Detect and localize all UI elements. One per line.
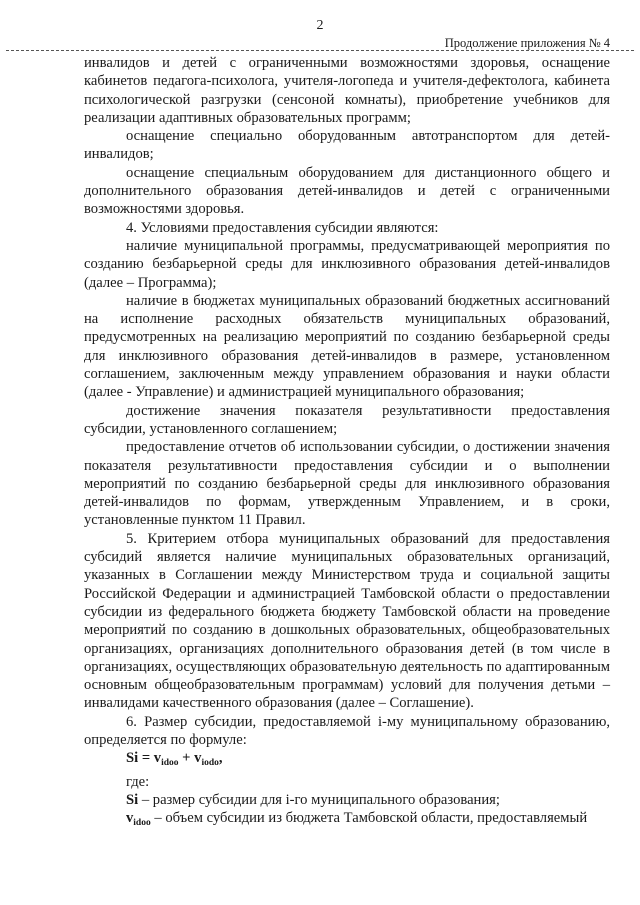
paragraph-autotransport: оснащение специально оборудованным автотранспортом для детей-инвалидов; [84, 128, 610, 163]
formula-plus: + v [178, 750, 202, 767]
appendix-continuation-note: Продолжение приложения № 4 [444, 36, 610, 50]
paragraph-reports: предоставление отчетов об использовании субсидии, о достижении значения показателя результативности предоставления субсидии и о выполнении мероприятий по созданию безбарьерной среды для инклюзивного образования детей-инвалидов по формам, утвержденным Управлением, и в сроки, установленные пунктом 11 Правил. [84, 439, 610, 529]
paragraph-program: наличие муниципальной программы, предусматривающей мероприятия по созданию безбарьерной среды для инклюзивного образования детей-инвалидов (далее – Программа); [84, 237, 610, 291]
v-definition-text: – объем субсидии из бюджета Тамбовской области, предоставляемый [150, 810, 588, 827]
section-6-size: 6. Размер субсидии, предоставляемой i-му муниципальному образованию, определяется по формуле: [84, 713, 610, 748]
where-label: где: [126, 773, 150, 790]
paragraph-remote-equipment: оснащение специальным оборудованием для дистанционного общего и дополнительного образования детей-инвалидов и детей с ограниченными возможностями здоровья. [84, 164, 610, 218]
formula-lhs: Si = v [126, 750, 162, 767]
document-body [84, 54, 610, 832]
section-5-criterion: 5. Критерием отбора муниципальных образований для предоставления субсидий является наличие муниципальных образовательных организаций, указанных в Соглашении между Министерством труда и социальной защиты Российской Федерации и администрацией Тамбовской области о предоставлении субсидии из федерального бюджета бюджету Тамбовской области на проведение мероприятий по созданию в дошкольных образовательных, общеобразовательных организациях, организациях дополнительного образования детей (в том числе в организациях, осуществляющих образовательную деятельность по адаптированным основным общеобразовательным программам) условий для получения детьми – инвалидами качественного образования (далее – Соглашение). [84, 530, 610, 712]
si-definition-text: – размер субсидии для i-го муниципального образования; [138, 791, 500, 808]
definition-v-idoo [84, 809, 610, 832]
paragraph-indicator: достижение значения показателя результативности предоставления субсидии, установленного соглашением; [84, 402, 610, 437]
header-divider [6, 50, 634, 51]
paragraph-continuation: инвалидов и детей с ограниченными возможностями здоровья, оснащение кабинетов педагога-психолога, учителя-логопеда и учителя-дефектолога, кабинета психологической разгрузки (сенсоной комнаты), приобретение учебников для реализации адаптивных образовательных программ; [84, 55, 610, 126]
page-number: 2 [316, 18, 324, 33]
v-symbol: v [126, 810, 134, 827]
section-4-heading: 4. Условиями предоставления субсидии являются: [126, 219, 439, 236]
formula-sub-idoo: idoo [161, 758, 179, 769]
formula-sub-iodo: iodo [201, 758, 219, 769]
definition-si [84, 791, 610, 809]
paragraph-budget: наличие в бюджетах муниципальных образований бюджетных ассигнований на исполнение расходных обязательств муниципальных образований, предусмотренных на реализацию мероприятий по созданию безбарьерной среды для инклюзивного образования детей-инвалидов в размере, установленном соглашением, заключенным между управлением образования и науки области (далее - Управление) и администрацией муниципального образования; [84, 292, 610, 401]
v-subscript: idoo [133, 818, 151, 829]
subsidy-formula [84, 749, 610, 772]
formula-tail: , [218, 750, 223, 767]
si-symbol: Si [126, 791, 139, 808]
